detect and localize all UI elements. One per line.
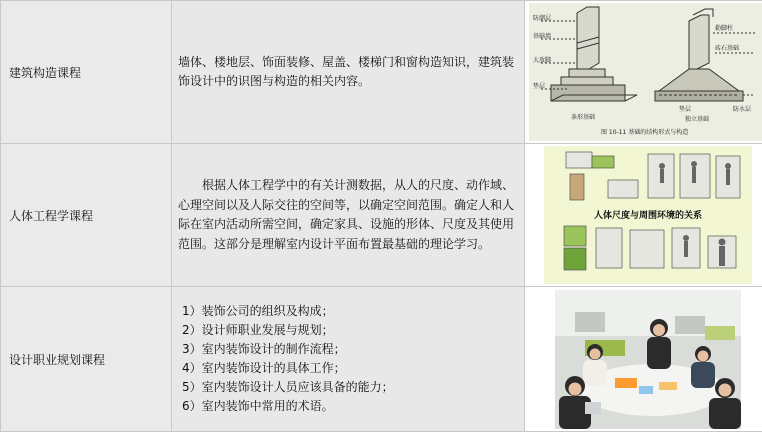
list-item: 3）室内装饰设计的制作流程； [182, 340, 524, 359]
course-description: 根据人体工程学中的有关计测数据，从人的尺度、动作域、心理空间以及人际交往的空间等，以确定空间范围。确定人和人际在室内活动所需空间，确定家具、设施的形体、尺度及其使用范围。这部分是理解室内设计平面布置最基础的理论学习。 [172, 176, 524, 254]
label-base-wall: 基础墙 [533, 32, 551, 40]
label-isolated-foundation: 独立基础 [685, 115, 709, 123]
image-cell [525, 144, 762, 287]
label-strip-foundation: 条形基础 [571, 113, 595, 121]
course-topic-list [172, 302, 524, 416]
course-name: 建筑构造课程 [1, 1, 172, 144]
list-item: 4）室内装饰设计的具体工作； [182, 359, 524, 378]
poster-title: 人体尺度与周围环境的关系 [594, 209, 702, 221]
label-masonry-base: 砖石基础 [715, 44, 739, 52]
label-plinth-column: 勒脚柱 [715, 24, 733, 32]
course-name: 设计职业规划课程 [1, 287, 172, 432]
course-description: 墙体、楼地层、饰面装修、屋盖、楼梯门和窗构造知识，建筑装饰设计中的识图与构造的相关内容。 [172, 53, 524, 92]
label-cushion-right: 垫层 [679, 105, 691, 113]
course-name: 人体工程学课程 [1, 144, 172, 287]
table-row [1, 1, 762, 144]
description-cell [172, 144, 525, 287]
label-damp-course: 防潮层 [533, 14, 551, 22]
list-item: 5）室内装饰设计人员应该具备的能力； [182, 378, 524, 397]
label-waterproof: 防水层 [733, 105, 751, 113]
description-cell [172, 1, 525, 144]
label-cushion-left: 垫层 [533, 82, 545, 90]
table-row [1, 287, 762, 432]
image-cell [525, 287, 762, 432]
image-cell [525, 1, 762, 144]
label-footing-step: 大放脚 [533, 56, 551, 64]
list-item: 2）设计师职业发展与规划； [182, 321, 524, 340]
list-item: 6）室内装饰中常用的术语。 [182, 397, 524, 416]
ergonomics-poster-image [544, 146, 752, 284]
construction-drawing-image [529, 3, 762, 141]
description-cell [172, 287, 525, 432]
office-meeting-photo [555, 290, 741, 429]
figure-caption: 图 10-11 基础的结构形式与构造 [601, 128, 688, 136]
table-row [1, 144, 762, 287]
list-item: 1）装饰公司的组织及构成； [182, 302, 524, 321]
